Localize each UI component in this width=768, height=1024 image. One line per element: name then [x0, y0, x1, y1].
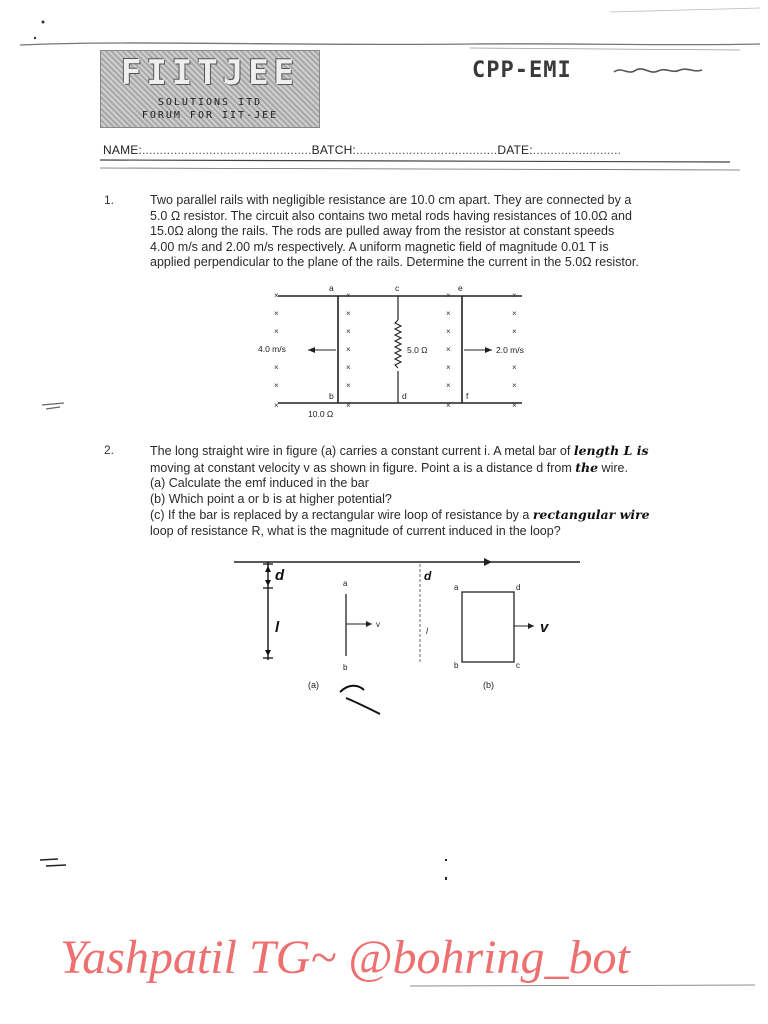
- resistor-mid-label: 5.0 Ω: [407, 345, 428, 355]
- resistor-5-ohm: [395, 320, 401, 368]
- field-mark: ×: [274, 291, 279, 300]
- field-mark: ×: [446, 345, 451, 354]
- question-1-line: applied perpendicular to the plane of the rails. Determine the current in the 5.0Ω resistor.: [150, 255, 639, 269]
- label-d: d: [402, 391, 407, 401]
- question-2-line-4: (b) Which point a or b is at higher potential?: [150, 491, 392, 506]
- loop-label-c: c: [516, 661, 520, 670]
- resistor-left-label: 10.0 Ω: [308, 409, 334, 419]
- field-mark: ×: [346, 327, 351, 336]
- field-mark: ×: [446, 309, 451, 318]
- question-1-text: [150, 193, 639, 271]
- field-mark: ×: [274, 309, 279, 318]
- label-e: e: [458, 283, 463, 293]
- wire-bar-figure: [230, 552, 590, 717]
- caption-a: (a): [308, 680, 319, 690]
- loop-dim-l: l: [426, 626, 428, 636]
- current-arrow: [484, 558, 492, 566]
- question-1-line: 15.0Ω along the rails. The rods are pulled away from the resistor at constant speeds: [150, 224, 615, 238]
- question-2-text: [150, 443, 650, 539]
- label-c: c: [395, 283, 400, 293]
- loop-label-b: b: [454, 661, 459, 670]
- field-mark: ×: [274, 381, 279, 390]
- question-1-line: 4.00 m/s and 2.00 m/s respectively. A uniform magnetic field of magnitude 0.01 T is: [150, 239, 609, 254]
- field-mark: ×: [512, 401, 517, 410]
- logo-subtitle-1: SOLUTIONS ITD: [157, 97, 263, 108]
- question-2-line-2: moving at constant velocity v as shown in figure. Point a is a distance d from: [150, 460, 572, 475]
- handwritten-d: d: [275, 567, 285, 584]
- rail-circuit-figure: [240, 280, 550, 425]
- bar-label-a: a: [343, 579, 348, 588]
- question-2-line-1: The long straight wire in figure (a) carries a constant current i. A metal bar of: [150, 444, 571, 458]
- field-mark: ×: [446, 401, 451, 410]
- date-label: DATE:: [497, 143, 533, 157]
- label-a: a: [329, 283, 334, 293]
- code-scribble: [612, 64, 704, 78]
- scan-mark: [40, 395, 70, 415]
- handwritten-note: length L is: [573, 443, 649, 458]
- label-b: b: [329, 391, 334, 401]
- question-2-line-3: (a) Calculate the emf induced in the bar: [150, 476, 369, 490]
- handwritten-l: l: [275, 619, 280, 636]
- caption-b: (b): [483, 680, 494, 690]
- field-mark: ×: [346, 291, 351, 300]
- fiitjee-logo: [100, 50, 320, 128]
- question-2-line: [150, 507, 650, 524]
- field-mark: ×: [346, 363, 351, 372]
- field-mark: ×: [274, 401, 279, 410]
- pen-scribble: [340, 686, 380, 714]
- handwritten-v: v: [540, 619, 549, 636]
- info-line: NAME:................................................BATCH:........................................DATE:.........................: [103, 143, 622, 157]
- scan-mark: [36, 850, 76, 880]
- question-2-line-6: loop of resistance R, what is the magnitude of current induced in the loop?: [150, 523, 561, 538]
- question-1-line: 5.0 Ω resistor. The circuit also contains two metal rods having resistances of 10.0Ω and: [150, 208, 632, 223]
- handwritten-note: the: [575, 459, 599, 475]
- speed-left-label: 4.0 m/s: [258, 344, 286, 354]
- logo-subtitle-2: FORUM FOR IIT-JEE: [141, 110, 279, 121]
- arrow-right: [485, 347, 492, 353]
- field-mark: ×: [274, 327, 279, 336]
- question-1-line: Two parallel rails with negligible resistance are 10.0 cm apart. They are connected by a: [150, 193, 632, 207]
- field-mark: ×: [346, 345, 351, 354]
- label-f: f: [466, 391, 469, 401]
- loop-dim-d: d: [424, 569, 432, 583]
- bottom-rule: [410, 982, 760, 990]
- rectangular-loop: [462, 592, 514, 662]
- field-mark: ×: [512, 291, 517, 300]
- question-2-line-2-end: wire.: [601, 460, 628, 475]
- batch-label: BATCH:: [311, 143, 356, 157]
- field-mark: ×: [346, 381, 351, 390]
- field-mark: ×: [346, 309, 351, 318]
- question-2-number: 2.: [104, 443, 115, 457]
- loop-label-a: a: [454, 583, 459, 592]
- watermark-text: Yashpatil TG~ @bohring_bot: [60, 931, 630, 984]
- field-mark: ×: [446, 291, 451, 300]
- bar-label-v: v: [376, 620, 380, 629]
- field-mark: ×: [512, 309, 517, 318]
- field-mark: ×: [446, 363, 451, 372]
- logo-title: FIITJEE: [120, 53, 300, 93]
- field-mark: ×: [512, 327, 517, 336]
- arrow-left: [308, 347, 315, 353]
- field-mark: ×: [346, 401, 351, 410]
- sheet-code: CPP-EMI: [472, 58, 572, 83]
- field-mark: ×: [274, 363, 279, 372]
- question-2-line-5: (c) If the bar is replaced by a rectangular wire loop of resistance by a: [150, 508, 530, 522]
- loop-label-d: d: [516, 583, 521, 592]
- question-1-number: 1.: [104, 193, 115, 207]
- speed-right-label: 2.0 m/s: [496, 345, 524, 355]
- question-2-line: [150, 460, 650, 477]
- bar-label-b: b: [343, 663, 348, 672]
- field-mark: ×: [512, 363, 517, 372]
- field-mark: ×: [446, 381, 451, 390]
- field-mark: ×: [446, 327, 451, 336]
- scan-mark: [440, 855, 460, 885]
- question-2-line: [150, 443, 650, 460]
- field-mark: ×: [512, 381, 517, 390]
- handwritten-note: rectangular wire: [532, 507, 650, 522]
- name-label: NAME:: [103, 143, 143, 157]
